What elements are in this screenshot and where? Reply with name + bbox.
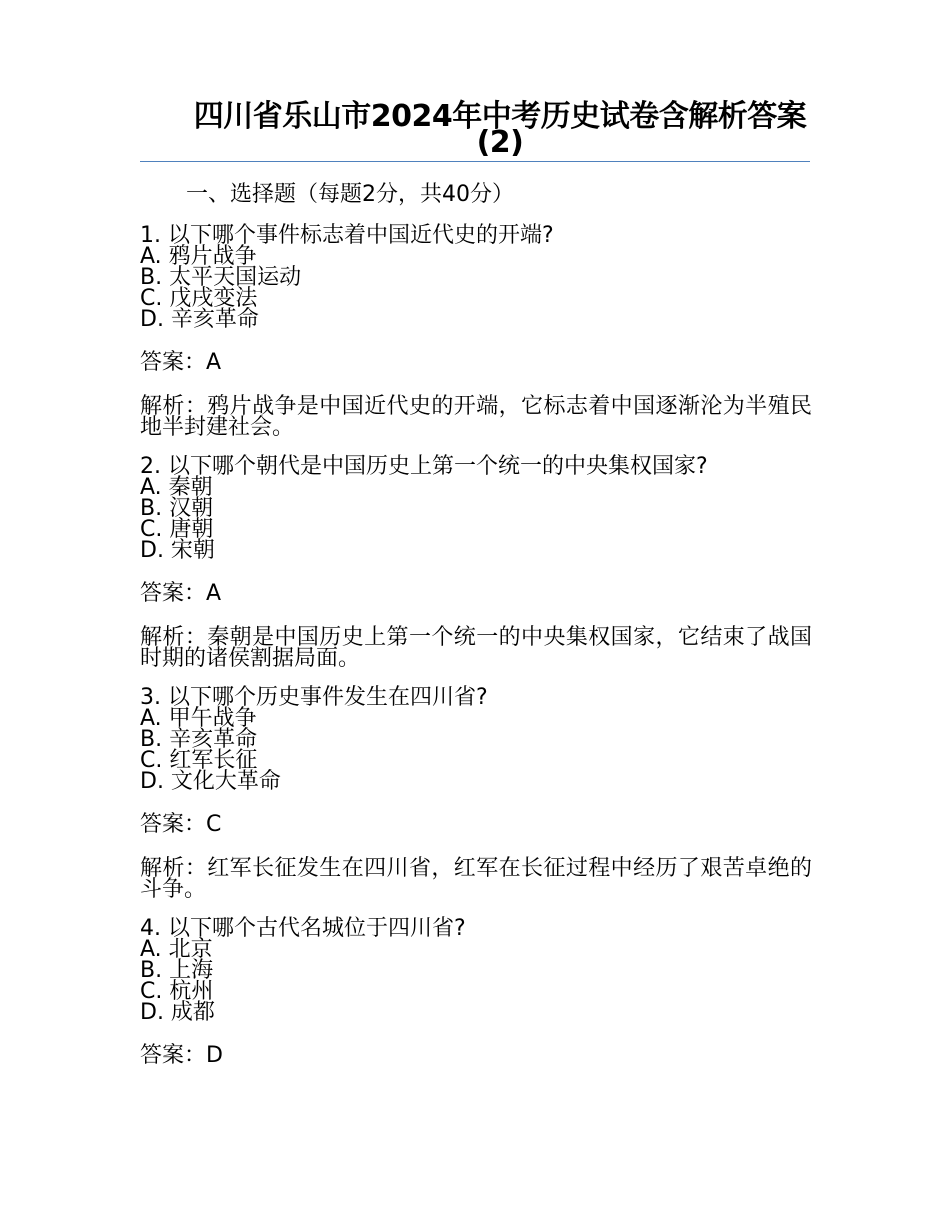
option-b: B. 汉朝 — [140, 496, 214, 521]
option-a: A. 北京 — [140, 937, 213, 962]
answer-text: 答案：D — [140, 1043, 223, 1068]
question-block-2 — [140, 456, 820, 561]
option-c: C. 杭州 — [140, 979, 214, 1004]
option-a: A. 鸦片战争 — [140, 244, 257, 269]
section-heading: 一、选择题（每题2分，共40分） — [186, 182, 514, 207]
option-c: C. 戊戌变法 — [140, 286, 258, 311]
option-d: D. 文化大革命 — [140, 769, 281, 794]
answer-text: 答案：A — [140, 581, 222, 606]
explanation-text: 解析：秦朝是中国历史上第一个统一的中央集权国家，它结束了战国时期的诸侯割据局面。 — [140, 625, 812, 671]
document-title: 四川省乐山市2024年中考历史试卷含解析答案(2) — [193, 99, 807, 160]
option-c: C. 唐朝 — [140, 517, 214, 542]
option-b: B. 辛亥革命 — [140, 727, 258, 752]
option-b: B. 太平天国运动 — [140, 265, 302, 290]
option-a: A. 秦朝 — [140, 475, 213, 500]
option-d: D. 成都 — [140, 1000, 215, 1025]
question-text: 3. 以下哪个历史事件发生在四川省? — [140, 685, 488, 710]
option-a: A. 甲午战争 — [140, 706, 257, 731]
question-text: 2. 以下哪个朝代是中国历史上第一个统一的中央集权国家? — [140, 454, 708, 479]
option-b: B. 上海 — [140, 958, 214, 983]
explanation-text: 解析：鸦片战争是中国近代史的开端，它标志着中国逐渐沦为半殖民地半封建社会。 — [140, 394, 812, 440]
title-underline — [140, 161, 810, 162]
question-block-1 — [140, 225, 820, 330]
question-text: 1. 以下哪个事件标志着中国近代史的开端? — [140, 223, 554, 248]
answer-text: 答案：C — [140, 812, 222, 837]
question-block-4 — [140, 918, 820, 1023]
question-block-3 — [140, 687, 820, 792]
explanation-text: 解析：红军长征发生在四川省，红军在长征过程中经历了艰苦卓绝的斗争。 — [140, 856, 812, 902]
option-d: D. 宋朝 — [140, 538, 215, 563]
answer-text: 答案：A — [140, 350, 222, 375]
question-list — [140, 225, 820, 1089]
option-d: D. 辛亥革命 — [140, 307, 259, 332]
option-c: C. 红军长征 — [140, 748, 258, 773]
question-text: 4. 以下哪个古代名城位于四川省? — [140, 916, 466, 941]
